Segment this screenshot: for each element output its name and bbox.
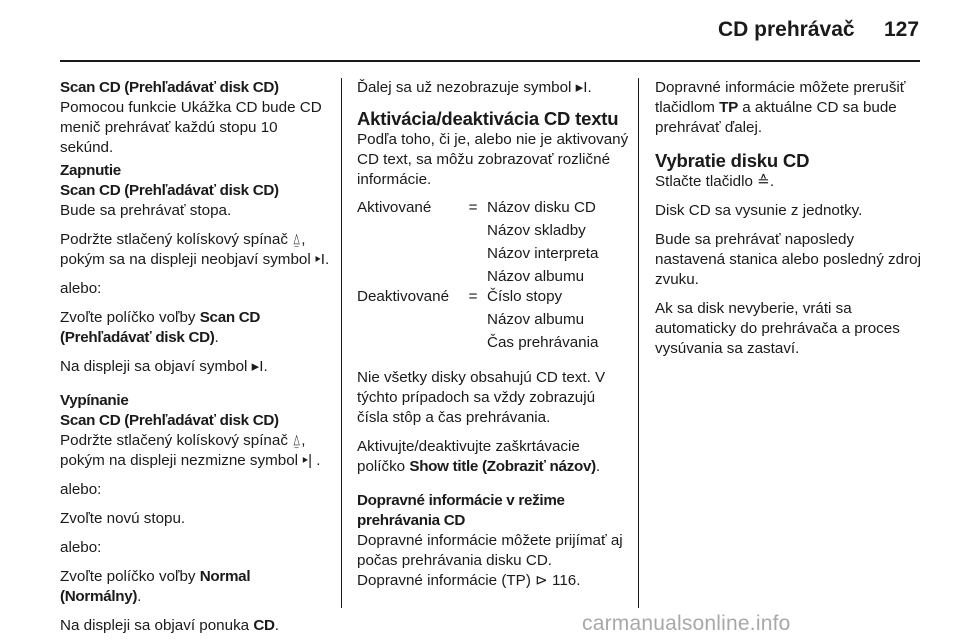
column-left — [60, 78, 332, 642]
enable-scan-heading: Scan CD (Prehľadávať disk CD) — [60, 182, 279, 199]
deactivated-item: Čas prehrávania — [487, 334, 599, 351]
activated-item: Názov skladby — [487, 222, 586, 239]
deactivated-label: Deaktivované — [357, 288, 450, 305]
disable-scan-heading: Scan CD (Prehľadávať disk CD) — [60, 412, 279, 429]
activated-item: Názov disku CD — [487, 199, 596, 216]
menu-appears-cd: CD — [253, 617, 275, 634]
enable-label: Zapnutie — [60, 162, 121, 179]
table-row — [357, 333, 629, 356]
or-text-2: alebo: — [60, 481, 102, 498]
symbol-appears-text: Na displeji sa objaví symbol ▸I. — [60, 358, 268, 375]
table-row — [357, 244, 629, 267]
table-row — [357, 310, 629, 333]
hold-switch-off-text: Podržte stlačený kolískový spínač ⍙, pokým na displeji nezmizne symbol ▸| . — [60, 432, 321, 469]
no-symbol-text: Ďalej sa už nezobrazuje symbol ▸I. — [357, 79, 592, 96]
menu-appears-prefix: Na displeji sa objaví ponuka — [60, 617, 250, 634]
cd-text-table — [357, 198, 629, 356]
activated-item: Názov interpreta — [487, 245, 599, 262]
column-middle — [357, 78, 629, 600]
disc-ejected-text: Disk CD sa vysunie z jednotky. — [655, 202, 863, 219]
menu-appears-text — [60, 616, 332, 636]
column-divider-left — [341, 78, 342, 608]
toggle-suffix: . — [595, 458, 601, 475]
cd-text-description: Podľa toho, či je, alebo nie je aktivovaný CD text, sa môžu zobrazovať rozličné informácie. — [357, 131, 629, 188]
watermark: carmanualsonline.info — [582, 612, 791, 635]
interrupt-prefix: Dopravné informácie môžete prerušiť tlačidlom — [655, 79, 906, 116]
select-scan-suffix: . — [214, 329, 219, 346]
column-divider-right — [638, 78, 639, 608]
menu-appears-suffix: . — [274, 617, 279, 634]
traffic-info-reference: Dopravné informácie (TP) ⊳ 116. — [357, 572, 581, 589]
page-header-title: CD prehrávač — [718, 18, 855, 41]
equals-sign: = — [468, 288, 478, 305]
select-scan-option: Scan CD (Prehľadávať disk CD) — [60, 309, 261, 346]
select-scan-prefix: Zvoľte políčko voľby — [60, 309, 196, 326]
tp-button-label: TP — [719, 99, 738, 116]
select-normal-option: Normal (Normálny) — [60, 568, 251, 605]
traffic-info-description: Dopravné informácie môžete prijímať aj počas prehrávania disku CD. — [357, 532, 623, 569]
interrupt-traffic-text — [655, 78, 925, 138]
deactivated-item: Názov albumu — [487, 311, 585, 328]
scan-cd-heading: Scan CD (Prehľadávať disk CD) — [60, 79, 279, 96]
activated-label: Aktivované — [357, 199, 432, 216]
select-normal-suffix: . — [137, 588, 142, 605]
eject-cd-heading: Vybratie disku CD — [655, 150, 810, 171]
not-removed-text: Ak sa disk nevyberie, vráti sa automaticky do prehrávača a proces vysúvania sa zastaví. — [655, 300, 900, 357]
select-normal-prefix: Zvoľte políčko voľby — [60, 568, 196, 585]
choose-new-track-text: Zvoľte novú stopu. — [60, 510, 186, 527]
equals-sign: = — [468, 199, 478, 216]
select-scan-field-text — [60, 308, 332, 348]
page-number: 127 — [884, 18, 920, 41]
interrupt-suffix: a aktuálne CD sa bude prehrávať ďalej. — [655, 99, 897, 136]
show-title-option: Show title (Zobraziť názov) — [409, 458, 596, 475]
table-row — [357, 221, 629, 244]
scan-cd-description: Pomocou funkcie Ukážka CD bude CD menič prehrávať každú stopu 10 sekúnd. — [60, 99, 322, 156]
table-row — [357, 267, 629, 287]
column-right — [655, 78, 925, 368]
not-all-discs-text: Nie všetky disky obsahujú CD text. V týchto prípadoch sa vždy zobrazujú čísla stôp a čas prehrávania. — [357, 369, 606, 426]
select-normal-field-text — [60, 567, 332, 607]
cd-text-heading: Aktivácia/deaktivácia CD textu — [357, 108, 619, 129]
table-row — [357, 198, 629, 221]
enable-description: Bude sa prehrávať stopa. — [60, 202, 232, 219]
toggle-prefix: Aktivujte/deaktivujte zaškrtávacie políčko — [357, 438, 580, 475]
deactivated-item: Číslo stopy — [487, 288, 563, 305]
activated-item: Názov albumu — [487, 268, 585, 285]
header-rule — [60, 60, 920, 62]
hold-switch-on-text: Podržte stlačený kolískový spínač ⍙, pokým sa na displeji neobjaví symbol ▸I. — [60, 231, 330, 268]
traffic-info-heading: Dopravné informácie v režime prehrávania CD — [357, 492, 565, 529]
or-text-1: alebo: — [60, 280, 102, 297]
or-text-3: alebo: — [60, 539, 102, 556]
table-row — [357, 287, 629, 310]
disable-label: Vypínanie — [60, 392, 129, 409]
toggle-show-title-text — [357, 437, 629, 477]
press-eject-text: Stlačte tlačidlo ≙. — [655, 173, 775, 190]
last-source-text: Bude sa prehrávať naposledy nastavená stanica alebo posledný zdroj zvuku. — [655, 231, 921, 288]
